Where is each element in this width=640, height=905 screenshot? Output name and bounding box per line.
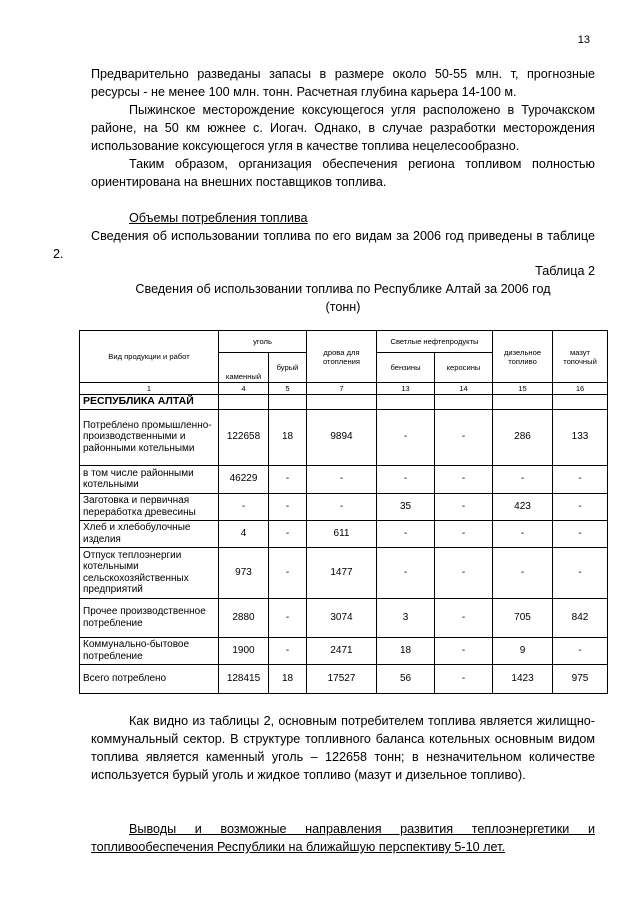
cell: - <box>435 637 493 664</box>
row-label: Прочее производственное потребление <box>80 598 219 637</box>
cell: 2880 <box>219 598 269 637</box>
row-label: Заготовка и первичная переработка древесины <box>80 493 219 520</box>
cell: - <box>269 465 307 493</box>
column-number: 15 <box>493 383 553 395</box>
table-row <box>80 409 608 465</box>
cell: - <box>493 520 553 547</box>
cell: 56 <box>377 664 435 693</box>
cell: - <box>377 409 435 465</box>
header-firewood: дрова для отопления <box>307 331 377 383</box>
column-number: 16 <box>553 383 608 395</box>
cell: 973 <box>219 547 269 598</box>
page-number: 13 <box>577 34 590 46</box>
cell: 122658 <box>219 409 269 465</box>
conclusion-paragraph: Как видно из таблицы 2, основным потребителем топлива является жилищно-коммунальный сектор. В структуре топливного баланса котельных основным видом топлива является каменный уголь – 122658 тонн; в незначительном количестве используется бурый уголь и жидкое топливо (мазут и дизельное топливо). <box>91 714 595 782</box>
cell: - <box>553 493 608 520</box>
cell: 3074 <box>307 598 377 637</box>
cell: 18 <box>269 664 307 693</box>
cell: 9 <box>493 637 553 664</box>
cell: - <box>219 493 269 520</box>
cell: - <box>307 465 377 493</box>
table-row <box>80 493 608 520</box>
final-heading: Выводы и возможные направления развития теплоэнергетики и топливообеспечения Республики на ближайшую перспективу 5-10 лет. <box>91 822 595 854</box>
cell: - <box>269 637 307 664</box>
table-row <box>80 598 608 637</box>
cell: 4 <box>219 520 269 547</box>
cell: - <box>377 520 435 547</box>
cell: - <box>269 520 307 547</box>
table-unit: (тонн) <box>325 300 361 314</box>
column-number: 1 <box>80 383 219 395</box>
cell: - <box>493 465 553 493</box>
header-gasoline: бензины <box>377 353 435 383</box>
header-coal-brown: бурый <box>269 353 307 383</box>
cell: 2471 <box>307 637 377 664</box>
cell: 46229 <box>219 465 269 493</box>
cell: - <box>435 465 493 493</box>
paragraph: Таким образом, организация обеспечения региона топливом полностью ориентирована на внешних поставщиков топлива. <box>91 157 595 189</box>
cell: - <box>269 547 307 598</box>
column-number: 4 <box>219 383 269 395</box>
cell: - <box>307 493 377 520</box>
header-diesel: дизельное топливо <box>493 331 553 383</box>
header-product: Вид продукции и работ <box>80 331 219 383</box>
cell: - <box>269 598 307 637</box>
cell: - <box>553 520 608 547</box>
cell: - <box>435 664 493 693</box>
cell: 133 <box>553 409 608 465</box>
cell: 18 <box>269 409 307 465</box>
table-row <box>80 664 608 693</box>
row-label: в том числе районными котельными <box>80 465 219 493</box>
cell: - <box>435 409 493 465</box>
cell: - <box>553 547 608 598</box>
cell: - <box>553 637 608 664</box>
row-label: Коммунально-бытовое потребление <box>80 637 219 664</box>
cell: - <box>435 493 493 520</box>
header-light-oil: Светлые нефтепродукты <box>377 331 493 353</box>
cell: 9894 <box>307 409 377 465</box>
cell: - <box>377 547 435 598</box>
table-row <box>80 637 608 664</box>
cell: - <box>435 520 493 547</box>
section-label: РЕСПУБЛИКА АЛТАЙ <box>80 395 219 410</box>
paragraph: Пыжинское месторождение коксующегося угля расположено в Турочакском районе, на 50 км южнее с. Иогач. Однако, в случае разработки месторождения использование коксующегося угля в качестве топлива нецелесообразно. <box>91 103 595 153</box>
header-fuel-oil: мазут топочный <box>553 331 608 383</box>
table-row <box>80 465 608 493</box>
column-number: 5 <box>269 383 307 395</box>
cell: - <box>269 493 307 520</box>
cell: 35 <box>377 493 435 520</box>
cell: 705 <box>493 598 553 637</box>
cell: - <box>493 547 553 598</box>
row-label: Всего потреблено <box>80 664 219 693</box>
cell: 128415 <box>219 664 269 693</box>
cell: 17527 <box>307 664 377 693</box>
table-row <box>80 547 608 598</box>
header-coal-hard: каменный <box>219 353 269 383</box>
cell: 286 <box>493 409 553 465</box>
table-number: Таблица 2 <box>535 264 595 278</box>
column-number: 7 <box>307 383 377 395</box>
section-block <box>53 209 595 263</box>
header-coal: уголь <box>219 331 307 353</box>
cell: 1477 <box>307 547 377 598</box>
cell: 842 <box>553 598 608 637</box>
cell: 611 <box>307 520 377 547</box>
row-label: Хлеб и хлебобулочные изделия <box>80 520 219 547</box>
cell: - <box>553 465 608 493</box>
column-number: 14 <box>435 383 493 395</box>
column-number: 13 <box>377 383 435 395</box>
cell: - <box>377 465 435 493</box>
cell: 3 <box>377 598 435 637</box>
cell: 1423 <box>493 664 553 693</box>
cell: - <box>435 598 493 637</box>
row-label: Отпуск теплоэнергии котельными сельскохозяйственных предприятий <box>80 547 219 598</box>
paragraph: Предварительно разведаны запасы в размере около 50-55 млн. т, прогнозные ресурсы - не менее 100 млн. тонн. Расчетная глубина карьера 14-100 м. <box>91 67 595 99</box>
section-text: Сведения об использовании топлива по его видам за 2006 год приведены в таблице 2. <box>53 229 595 261</box>
section-heading: Объемы потребления топлива <box>129 211 308 225</box>
header-kerosene: керосины <box>435 353 493 383</box>
cell: - <box>435 547 493 598</box>
row-label: Потреблено промышленно-производственными и районными котельными <box>80 409 219 465</box>
cell: 18 <box>377 637 435 664</box>
cell: 975 <box>553 664 608 693</box>
table-row <box>80 520 608 547</box>
fuel-usage-table <box>79 330 608 694</box>
cell: 1900 <box>219 637 269 664</box>
table-caption <box>91 262 595 316</box>
intro-text-block <box>91 65 595 191</box>
cell: 423 <box>493 493 553 520</box>
table-title: Сведения об использовании топлива по Республике Алтай за 2006 год <box>135 282 551 296</box>
